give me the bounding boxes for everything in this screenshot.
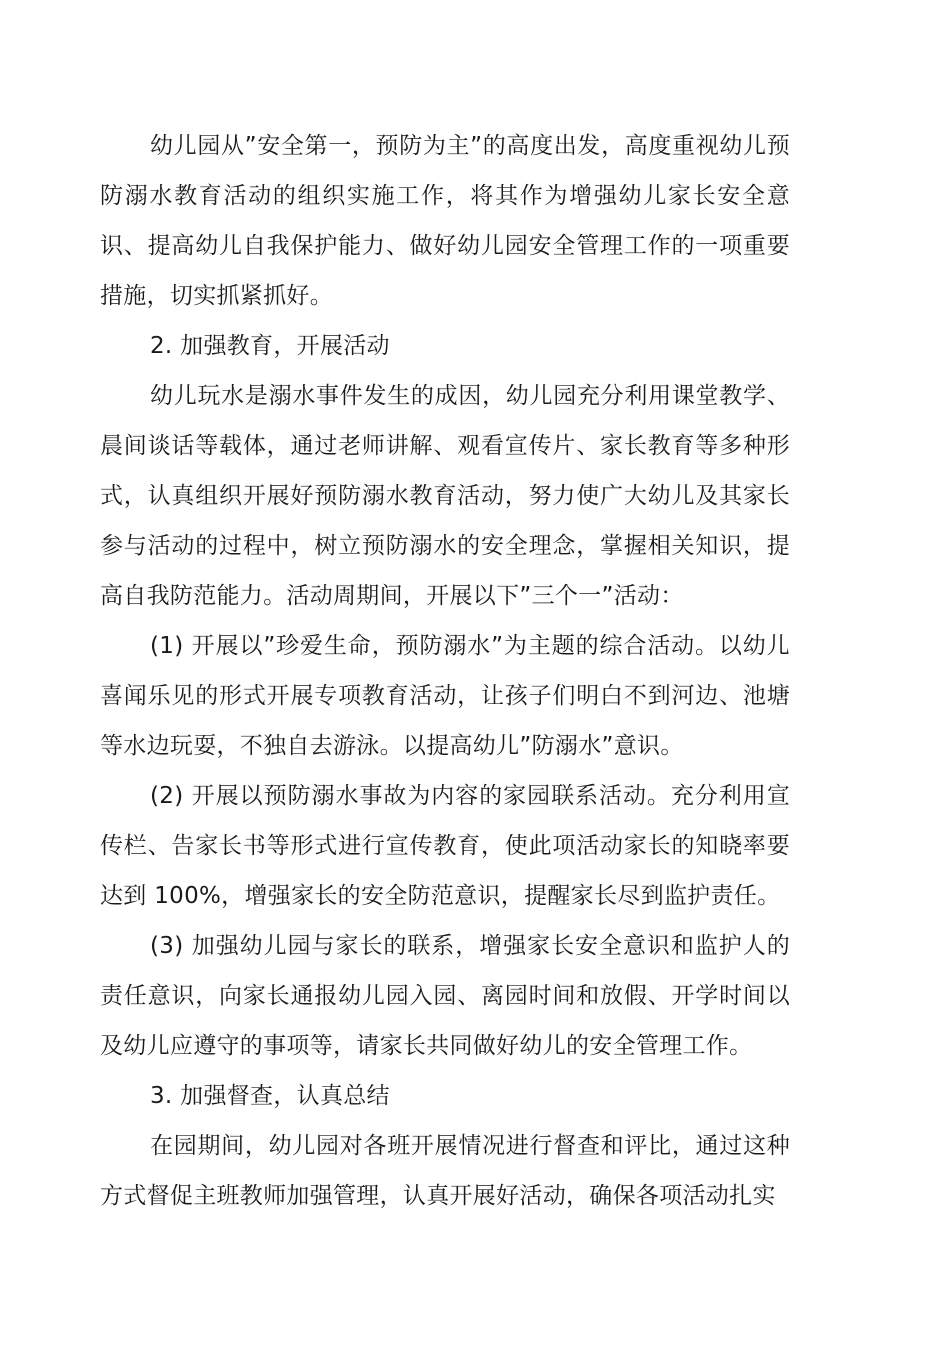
paragraph-intro: 幼儿园从”安全第一，预防为主”的高度出发，高度重视幼儿预防溺水教育活动的组织实施工作，将其作为增强幼儿家长安全意识、提高幼儿自我保护能力、做好幼儿园安全管理工作的一项重要措施，切实抓紧抓好。: [100, 133, 790, 309]
paragraph-supervision: 在园期间，幼儿园对各班开展情况进行督查和评比，通过这种方式督促主班教师加强管理，认真开展好活动，确保各项活动扎实: [100, 1133, 790, 1209]
paragraph-item-3: (3) 加强幼儿园与家长的联系，增强家长安全意识和监护人的责任意识，向家长通报幼儿园入园、离园时间和放假、开学时间以及幼儿应遵守的事项等，请家长共同做好幼儿的安全管理工作。: [100, 933, 790, 1059]
document-body: [100, 121, 790, 1221]
paragraph-item-2: (2) 开展以预防溺水事故为内容的家园联系活动。充分利用宣传栏、告家长书等形式进行宣传教育，使此项活动家长的知晓率要达到 100%，增强家长的安全防范意识，提醒家长尽到监护责任。: [100, 783, 790, 909]
paragraph-education: 幼儿玩水是溺水事件发生的成因，幼儿园充分利用课堂教学、晨间谈话等载体，通过老师讲解、观看宣传片、家长教育等多种形式，认真组织开展好预防溺水教育活动，努力使广大幼儿及其家长参与活动的过程中，树立预防溺水的安全理念，掌握相关知识，提高自我防范能力。活动周期间，开展以下”三个一”活动：: [100, 383, 790, 609]
paragraph-item-1: (1) 开展以”珍爱生命，预防溺水”为主题的综合活动。以幼儿喜闻乐见的形式开展专项教育活动，让孩子们明白不到河边、池塘等水边玩耍，不独自去游泳。以提高幼儿”防溺水”意识。: [100, 633, 790, 759]
section-heading-3: 3. 加强督查，认真总结: [150, 1083, 390, 1109]
section-heading-2: 2. 加强教育，开展活动: [150, 333, 390, 359]
